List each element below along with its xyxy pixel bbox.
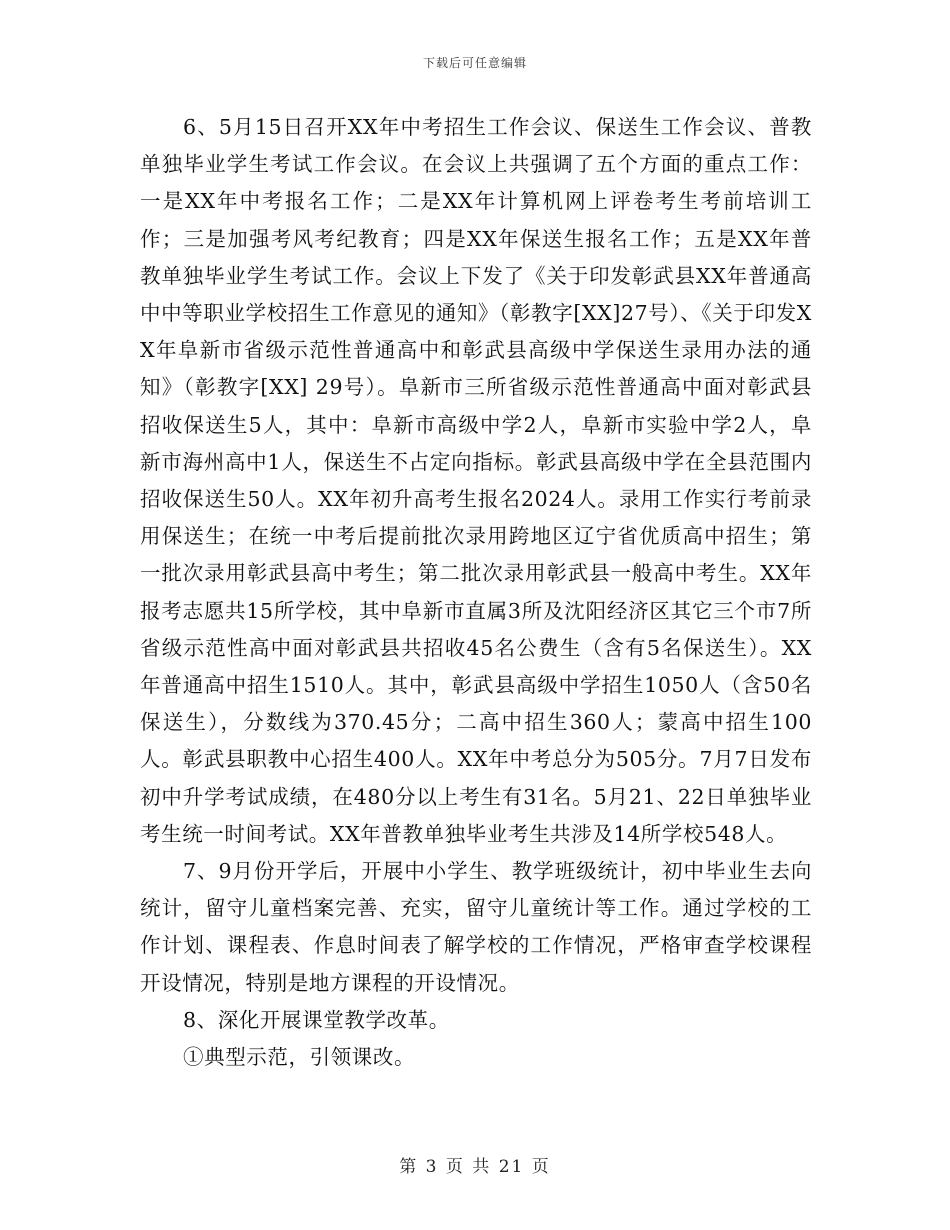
- document-body: [140, 109, 812, 1076]
- page-header: 下载后可任意编辑: [422, 56, 527, 70]
- paragraph-item-6: 6、5月15日召开XX年中考招生工作会议、保送生工作会议、普教单独毕业学生考试工作会议。在会议上共强调了五个方面的重点工作：一是XX年中考报名工作；二是XX年计算机网上评卷考生考前培训工作；三是加强考风考纪教育；四是XX年保送生报名工作；五是XX年普教单独毕业学生考试工作。会议上下发了《关于印发彰武县XX年普通高中中等职业学校招生工作意见的通知》（彰教字[XX]27号）、《关于印发XX年阜新市省级示范性普通高中和彰武县高级中学保送生录用办法的通知》（彰教字[XX] 29号）。阜新市三所省级示范性普通高中面对彰武县招收保送生5人，其中：阜新市高级中学2人，阜新市实验中学2人，阜新市海州高中1人，保送生不占定向指标。彰武县高级中学在全县范围内招收保送生50人。XX年初升高考生报名2024人。录用工作实行考前录用保送生；在统一中考后提前批次录用跨地区辽宁省优质高中招生；第一批次录用彰武县高中考生；第二批次录用彰武县一般高中考生。XX年报考志愿共15所学校，其中阜新市直属3所及沈阳经济区其它三个市7所省级示范性高中面对彰武县共招收45名公费生（含有5名保送生）。XX年普通高中招生1510人。其中，彰武县高级中学招生1050人（含50名保送生），分数线为370.45分；二高中招生360人；蒙高中招生100人。彰武县职教中心招生400人。XX年中考总分为505分。7月7日发布初中升学考试成绩，在480分以上考生有31名。5月21、22日单独毕业考生统一时间考试。XX年普教单独毕业考生共涉及14所学校548人。: [140, 115, 812, 846]
- paragraph-item-7: 7、9月份开学后，开展中小学生、教学班级统计，初中毕业生去向统计，留守儿童档案完善、充实，留守儿童统计等工作。通过学校的工作计划、课程表、作息时间表了解学校的工作情况，严格审查学校课程开设情况，特别是地方课程的开设情况。: [140, 859, 812, 995]
- paragraph-subitem-1: ①典型示范，引领课改。: [183, 1045, 416, 1070]
- paragraph-item-8: 8、深化开展课堂教学改革。: [183, 1007, 450, 1032]
- page-footer: [0, 1152, 950, 1177]
- page-number-label: 第 3 页 共 21 页: [399, 1157, 551, 1177]
